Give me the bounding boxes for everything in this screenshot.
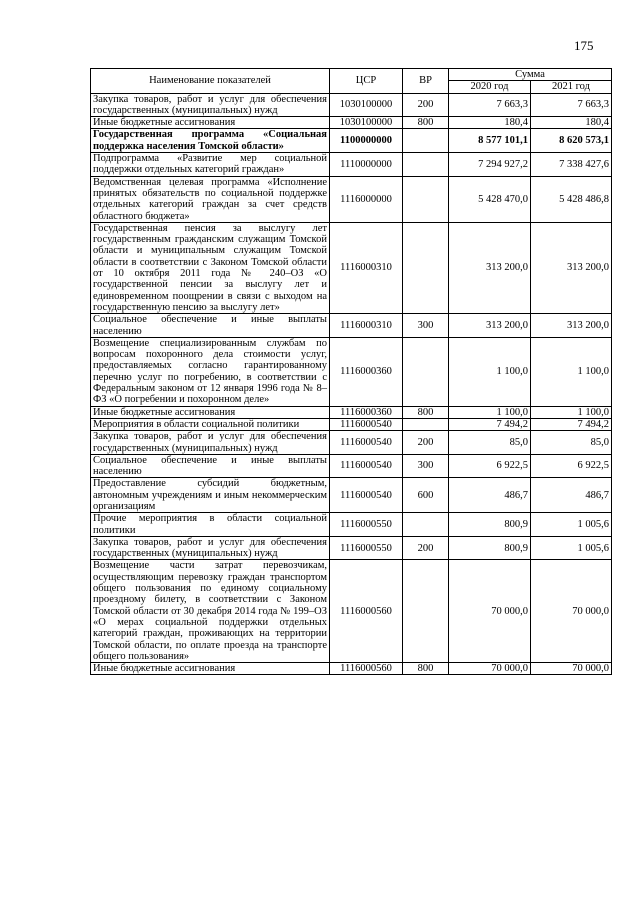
table-row — [91, 153, 612, 177]
row-sum-2020: 486,7 — [449, 478, 531, 513]
row-sum-2020: 800,9 — [449, 513, 531, 537]
row-csr: 1116000540 — [330, 454, 403, 478]
row-name: Предоставление субсидий бюджетным, автономным учреждениям и иным некоммерческим организациям — [91, 478, 330, 513]
row-vr: 200 — [403, 93, 449, 117]
row-vr — [403, 222, 449, 313]
row-sum-2020: 70 000,0 — [449, 663, 531, 675]
table-row — [91, 93, 612, 117]
row-vr: 300 — [403, 314, 449, 338]
row-vr: 300 — [403, 454, 449, 478]
row-name: Подпрограмма «Развитие мер социальной поддержки отдельных категорий граждан» — [91, 153, 330, 177]
row-sum-2021: 8 620 573,1 — [531, 129, 612, 153]
row-csr: 1116000000 — [330, 176, 403, 222]
row-sum-2020: 313 200,0 — [449, 222, 531, 313]
header-year-2021: 2021 год — [531, 81, 612, 93]
row-csr: 1116000550 — [330, 513, 403, 537]
row-name: Закупка товаров, работ и услуг для обеспечения государственных (муниципальных) нужд — [91, 536, 330, 560]
table-row — [91, 431, 612, 455]
table-row — [91, 406, 612, 418]
header-vr: ВР — [403, 69, 449, 94]
row-vr — [403, 129, 449, 153]
row-name: Возмещение части затрат перевозчикам, осуществляющим перевозку граждан транспортом общего пользования по единому социальному проездному билету, в соответствии с Законом Томской области от 30 декабря 2014 года № 199–ОЗ «О мерах социальной поддержки отдельных категорий граждан, проживающих на территории Томской области, по оплате проезда на транспорте общего пользования» — [91, 560, 330, 663]
table-row — [91, 129, 612, 153]
header-name: Наименование показателей — [91, 69, 330, 94]
row-vr: 800 — [403, 117, 449, 129]
row-sum-2021: 1 005,6 — [531, 536, 612, 560]
table-body — [91, 93, 612, 675]
row-sum-2020: 5 428 470,0 — [449, 176, 531, 222]
row-name: Иные бюджетные ассигнования — [91, 663, 330, 675]
row-sum-2021: 313 200,0 — [531, 222, 612, 313]
row-csr: 1116000540 — [330, 431, 403, 455]
row-sum-2021: 7 338 427,6 — [531, 153, 612, 177]
row-csr: 1100000000 — [330, 129, 403, 153]
row-sum-2020: 800,9 — [449, 536, 531, 560]
row-sum-2021: 180,4 — [531, 117, 612, 129]
row-sum-2020: 7 494,2 — [449, 418, 531, 430]
row-vr: 800 — [403, 406, 449, 418]
row-name: Иные бюджетные ассигнования — [91, 117, 330, 129]
table-row — [91, 560, 612, 663]
table-row — [91, 222, 612, 313]
row-sum-2021: 6 922,5 — [531, 454, 612, 478]
row-name: Закупка товаров, работ и услуг для обеспечения государственных (муниципальных) нужд — [91, 431, 330, 455]
row-vr: 600 — [403, 478, 449, 513]
row-sum-2020: 313 200,0 — [449, 314, 531, 338]
row-csr: 1116000550 — [330, 536, 403, 560]
row-csr: 1116000310 — [330, 314, 403, 338]
row-csr: 1116000560 — [330, 663, 403, 675]
row-sum-2021: 7 494,2 — [531, 418, 612, 430]
row-name: Прочие мероприятия в области социальной политики — [91, 513, 330, 537]
row-sum-2021: 1 005,6 — [531, 513, 612, 537]
table-row — [91, 418, 612, 430]
row-name: Социальное обеспечение и иные выплаты населению — [91, 314, 330, 338]
row-sum-2021: 70 000,0 — [531, 560, 612, 663]
budget-table — [90, 68, 612, 675]
row-sum-2020: 70 000,0 — [449, 560, 531, 663]
row-name: Государственная пенсия за выслугу лет государственным гражданским служащим Томской области и муниципальным служащим Томской области в соответствии с Законом Томской области от 10 октября 2011 года № 240–ОЗ «О государственной пенсии за выслугу лет и единовременном поощрении в связи с выходом на государственную пенсию за выслугу лет» — [91, 222, 330, 313]
row-vr — [403, 418, 449, 430]
table-row — [91, 176, 612, 222]
row-vr: 200 — [403, 431, 449, 455]
row-csr: 1030100000 — [330, 117, 403, 129]
header-year-2020: 2020 год — [449, 81, 531, 93]
row-sum-2021: 1 100,0 — [531, 406, 612, 418]
table-row — [91, 663, 612, 675]
row-csr: 1116000560 — [330, 560, 403, 663]
table-row — [91, 513, 612, 537]
table-row — [91, 536, 612, 560]
table-row — [91, 454, 612, 478]
row-csr: 1116000540 — [330, 478, 403, 513]
row-name: Социальное обеспечение и иные выплаты населению — [91, 454, 330, 478]
table-row — [91, 117, 612, 129]
table-row — [91, 314, 612, 338]
row-vr: 200 — [403, 536, 449, 560]
row-csr: 1110000000 — [330, 153, 403, 177]
row-sum-2021: 486,7 — [531, 478, 612, 513]
row-vr — [403, 337, 449, 406]
row-sum-2021: 313 200,0 — [531, 314, 612, 338]
header-sum: Сумма — [449, 69, 612, 81]
row-name: Ведомственная целевая программа «Исполнение принятых обязательств по социальной поддержке отдельных категорий граждан за счет средств областного бюджета» — [91, 176, 330, 222]
row-sum-2020: 8 577 101,1 — [449, 129, 531, 153]
row-name: Иные бюджетные ассигнования — [91, 406, 330, 418]
row-name: Возмещение специализированным службам по вопросам похоронного дела стоимости услуг, предоставляемых согласно гарантированному перечню услуг по погребению, в соответствии с Федеральным законом от 12 января 1996 года № 8–ФЗ «О погребении и похоронном деле» — [91, 337, 330, 406]
row-sum-2021: 5 428 486,8 — [531, 176, 612, 222]
table-row — [91, 478, 612, 513]
row-csr: 1116000310 — [330, 222, 403, 313]
row-csr: 1116000540 — [330, 418, 403, 430]
row-sum-2021: 7 663,3 — [531, 93, 612, 117]
row-vr — [403, 560, 449, 663]
row-name: Закупка товаров, работ и услуг для обеспечения государственных (муниципальных) нужд — [91, 93, 330, 117]
row-sum-2020: 1 100,0 — [449, 406, 531, 418]
table-row — [91, 337, 612, 406]
row-name: Мероприятия в области социальной политики — [91, 418, 330, 430]
row-sum-2020: 7 663,3 — [449, 93, 531, 117]
row-sum-2021: 85,0 — [531, 431, 612, 455]
row-sum-2020: 85,0 — [449, 431, 531, 455]
row-sum-2020: 180,4 — [449, 117, 531, 129]
row-vr — [403, 513, 449, 537]
row-sum-2021: 1 100,0 — [531, 337, 612, 406]
row-vr: 800 — [403, 663, 449, 675]
page-number: 175 — [574, 38, 594, 53]
table-header-row — [91, 69, 612, 81]
row-vr — [403, 153, 449, 177]
row-sum-2020: 7 294 927,2 — [449, 153, 531, 177]
row-sum-2020: 1 100,0 — [449, 337, 531, 406]
row-csr: 1116000360 — [330, 406, 403, 418]
row-csr: 1116000360 — [330, 337, 403, 406]
row-sum-2021: 70 000,0 — [531, 663, 612, 675]
row-csr: 1030100000 — [330, 93, 403, 117]
header-csr: ЦСР — [330, 69, 403, 94]
row-vr — [403, 176, 449, 222]
row-sum-2020: 6 922,5 — [449, 454, 531, 478]
row-name: Государственная программа «Социальная поддержка населения Томской области» — [91, 129, 330, 153]
